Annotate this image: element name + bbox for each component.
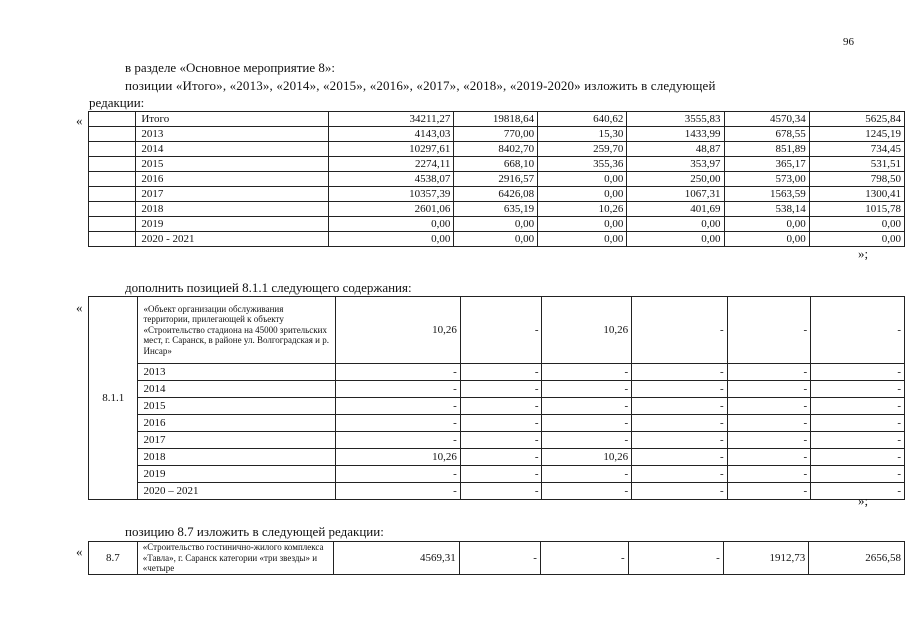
value-cell: -	[335, 364, 460, 381]
value-cell: -	[460, 364, 542, 381]
position-8-7-line: позицию 8.7 изложить в следующей редакции:	[125, 524, 384, 539]
table-main-event-8	[88, 111, 905, 247]
table-row	[89, 483, 905, 500]
value-cell: 5625,84	[809, 112, 904, 127]
row-label: 2020 – 2021	[138, 483, 335, 500]
close-quote-2: »;	[858, 493, 869, 508]
row-code-cell	[89, 232, 136, 247]
value-cell: -	[460, 432, 542, 449]
section-line-1: в разделе «Основное мероприятие 8»:	[125, 60, 335, 75]
value-cell: 365,17	[724, 157, 809, 172]
value-cell: 34211,27	[329, 112, 454, 127]
value-cell: -	[460, 415, 542, 432]
value-cell: -	[460, 483, 542, 500]
value-cell: -	[335, 398, 460, 415]
value-cell: -	[811, 297, 905, 364]
value-cell: -	[727, 432, 811, 449]
value-cell: 851,89	[724, 142, 809, 157]
position-code: 8.1.1	[89, 297, 138, 500]
table-row	[89, 232, 905, 247]
row-label: 2019	[138, 466, 335, 483]
table-row	[89, 542, 905, 575]
value-cell: 10,26	[542, 297, 632, 364]
row-code-cell	[89, 112, 136, 127]
value-cell: -	[335, 466, 460, 483]
value-cell: -	[727, 449, 811, 466]
value-cell: 0,00	[724, 217, 809, 232]
value-cell: 10,26	[335, 449, 460, 466]
value-cell: -	[460, 449, 542, 466]
row-label: 2020 - 2021	[136, 232, 329, 247]
value-cell: 0,00	[809, 217, 904, 232]
row-label: 2019	[136, 217, 329, 232]
open-quote-1: «	[76, 113, 83, 128]
value-cell: 0,00	[329, 217, 454, 232]
value-cell: -	[727, 466, 811, 483]
section-line-3: редакции:	[89, 95, 145, 110]
value-cell: 0,00	[454, 217, 538, 232]
open-quote-3: «	[76, 544, 83, 559]
value-cell: -	[727, 381, 811, 398]
table-position-8-1-1	[88, 296, 905, 500]
value-cell: 531,51	[809, 157, 904, 172]
value-cell: -	[632, 483, 728, 500]
value-cell: -	[727, 398, 811, 415]
row-label: 2016	[138, 415, 335, 432]
table-row	[89, 187, 905, 202]
table-row	[89, 398, 905, 415]
value-cell: 4570,34	[724, 112, 809, 127]
table-row	[89, 112, 905, 127]
value-cell: 0,00	[329, 232, 454, 247]
value-cell: 4569,31	[334, 542, 459, 575]
table-row	[89, 381, 905, 398]
value-cell: 1563,59	[724, 187, 809, 202]
open-quote-2: «	[76, 300, 83, 315]
value-cell: 1912,73	[723, 542, 809, 575]
position-code: 8.7	[89, 542, 138, 575]
table-row	[89, 466, 905, 483]
value-cell: 4143,03	[329, 127, 454, 142]
value-cell: 10357,39	[329, 187, 454, 202]
value-cell: 635,19	[454, 202, 538, 217]
value-cell: 0,00	[538, 232, 627, 247]
value-cell: -	[459, 542, 540, 575]
value-cell: 10,26	[538, 202, 627, 217]
position-description: «Объект организации обслуживания территории, прилегающей к объекту «Строительство стадиона на 45000 зрительских мест, г. Саранск, в районе ул. Волгоградская и р. Инсар»	[138, 297, 335, 364]
value-cell: 2601,06	[329, 202, 454, 217]
table-row	[89, 415, 905, 432]
row-label: 2014	[138, 381, 335, 398]
value-cell: -	[811, 398, 905, 415]
value-cell: 0,00	[627, 217, 724, 232]
value-cell: 6426,08	[454, 187, 538, 202]
value-cell: -	[632, 381, 728, 398]
value-cell: -	[632, 398, 728, 415]
row-label: 2014	[136, 142, 329, 157]
value-cell: 10,26	[542, 449, 632, 466]
position-description: «Строительство гостинично-жилого комплекса «Тавла», г. Саранск категории «три звезды» и «четыре	[137, 542, 334, 575]
value-cell: 0,00	[538, 172, 627, 187]
section-line-2: позиции «Итого», «2013», «2014», «2015», «2016», «2017», «2018», «2019-2020» изложить в следующей	[125, 78, 716, 93]
value-cell: 1015,78	[809, 202, 904, 217]
value-cell: -	[540, 542, 628, 575]
value-cell: 355,36	[538, 157, 627, 172]
value-cell: 401,69	[627, 202, 724, 217]
table-row	[89, 364, 905, 381]
row-label: 2013	[138, 364, 335, 381]
value-cell: -	[542, 466, 632, 483]
row-label: 2017	[138, 432, 335, 449]
table-row	[89, 202, 905, 217]
row-label: 2017	[136, 187, 329, 202]
value-cell: -	[542, 432, 632, 449]
value-cell: 640,62	[538, 112, 627, 127]
value-cell: -	[727, 483, 811, 500]
value-cell: 734,45	[809, 142, 904, 157]
row-code-cell	[89, 127, 136, 142]
value-cell: 1433,99	[627, 127, 724, 142]
table-row	[89, 127, 905, 142]
value-cell: -	[632, 432, 728, 449]
value-cell: 678,55	[724, 127, 809, 142]
row-code-cell	[89, 142, 136, 157]
value-cell: -	[542, 381, 632, 398]
value-cell: -	[460, 297, 542, 364]
value-cell: -	[460, 398, 542, 415]
table-row	[89, 297, 905, 364]
value-cell: 0,00	[454, 232, 538, 247]
value-cell: 3555,83	[627, 112, 724, 127]
value-cell: -	[628, 542, 723, 575]
value-cell: -	[632, 364, 728, 381]
table-row	[89, 157, 905, 172]
value-cell: -	[335, 415, 460, 432]
row-label: 2018	[138, 449, 335, 466]
value-cell: 0,00	[724, 232, 809, 247]
value-cell: -	[542, 415, 632, 432]
value-cell: 668,10	[454, 157, 538, 172]
table-row	[89, 217, 905, 232]
value-cell: -	[542, 483, 632, 500]
table-row	[89, 449, 905, 466]
value-cell: 8402,70	[454, 142, 538, 157]
value-cell: 770,00	[454, 127, 538, 142]
value-cell: -	[811, 432, 905, 449]
value-cell: 250,00	[627, 172, 724, 187]
value-cell: -	[727, 364, 811, 381]
value-cell: 573,00	[724, 172, 809, 187]
table-position-8-7	[88, 541, 905, 575]
row-label: Итого	[136, 112, 329, 127]
table-row	[89, 432, 905, 449]
value-cell: 2916,57	[454, 172, 538, 187]
row-label: 2015	[136, 157, 329, 172]
value-cell: 538,14	[724, 202, 809, 217]
value-cell: -	[811, 415, 905, 432]
row-code-cell	[89, 187, 136, 202]
value-cell: 1067,31	[627, 187, 724, 202]
value-cell: 2656,58	[809, 542, 905, 575]
value-cell: 0,00	[538, 187, 627, 202]
page-number: 96	[843, 36, 854, 48]
close-quote-1: »;	[858, 246, 869, 261]
value-cell: -	[632, 415, 728, 432]
value-cell: -	[335, 432, 460, 449]
row-code-cell	[89, 202, 136, 217]
value-cell: 10297,61	[329, 142, 454, 157]
table-row	[89, 172, 905, 187]
row-code-cell	[89, 217, 136, 232]
value-cell: 0,00	[809, 232, 904, 247]
row-code-cell	[89, 157, 136, 172]
value-cell: 19818,64	[454, 112, 538, 127]
row-label: 2013	[136, 127, 329, 142]
row-label: 2018	[136, 202, 329, 217]
value-cell: -	[335, 381, 460, 398]
value-cell: -	[542, 398, 632, 415]
value-cell: 10,26	[335, 297, 460, 364]
row-label: 2015	[138, 398, 335, 415]
row-code-cell	[89, 172, 136, 187]
value-cell: 15,30	[538, 127, 627, 142]
value-cell: 0,00	[627, 232, 724, 247]
table-row	[89, 142, 905, 157]
row-label: 2016	[136, 172, 329, 187]
value-cell: -	[811, 466, 905, 483]
value-cell: -	[460, 381, 542, 398]
value-cell: -	[811, 381, 905, 398]
value-cell: -	[727, 297, 811, 364]
value-cell: -	[632, 449, 728, 466]
value-cell: 1245,19	[809, 127, 904, 142]
value-cell: -	[811, 483, 905, 500]
value-cell: -	[727, 415, 811, 432]
value-cell: -	[542, 364, 632, 381]
value-cell: 2274,11	[329, 157, 454, 172]
value-cell: 259,70	[538, 142, 627, 157]
value-cell: -	[460, 466, 542, 483]
value-cell: -	[811, 449, 905, 466]
value-cell: 798,50	[809, 172, 904, 187]
value-cell: -	[335, 483, 460, 500]
value-cell: 4538,07	[329, 172, 454, 187]
value-cell: 0,00	[538, 217, 627, 232]
value-cell: -	[632, 466, 728, 483]
value-cell: -	[632, 297, 728, 364]
value-cell: 1300,41	[809, 187, 904, 202]
value-cell: -	[811, 364, 905, 381]
add-position-line: дополнить позицией 8.1.1 следующего содержания:	[125, 280, 412, 295]
value-cell: 48,87	[627, 142, 724, 157]
value-cell: 353,97	[627, 157, 724, 172]
